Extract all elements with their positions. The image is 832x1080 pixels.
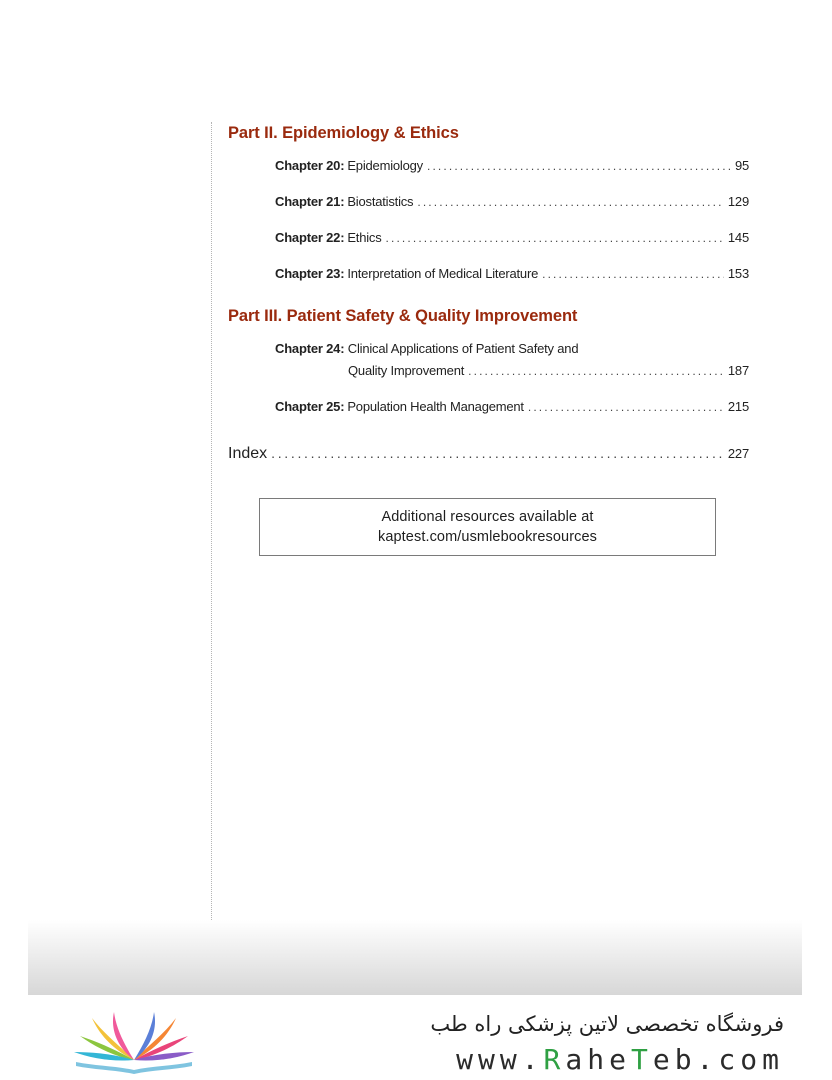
chapter-number: Chapter 21:	[275, 194, 345, 209]
page-number: 95	[734, 158, 749, 173]
chapter-number: Chapter 23:	[275, 266, 345, 281]
page-number: 187	[727, 363, 749, 378]
chapter-title: Epidemiology	[347, 158, 423, 173]
chapter-title: Population Health Management	[347, 399, 524, 414]
page-number: 227	[727, 446, 749, 461]
page-number: 215	[727, 399, 749, 414]
chapter-title: Ethics	[347, 230, 382, 245]
part-iii-title: Part III. Patient Safety & Quality Improvement	[228, 307, 578, 325]
footer-website[interactable]	[456, 1043, 784, 1076]
book-rainbow-logo-icon	[70, 1008, 198, 1076]
toc-entry-chapter-21[interactable]	[275, 194, 749, 209]
page-number: 145	[727, 230, 749, 245]
chapter-title-line2: Quality Improvement	[348, 363, 465, 378]
page-number: 153	[727, 266, 749, 281]
footer-store-name: فروشگاه تخصصی لاتین پزشکی راه طب	[430, 1012, 784, 1036]
toc-entry-chapter-24-line2[interactable]	[348, 363, 749, 378]
site-prefix: www.	[456, 1043, 544, 1076]
margin-dotted-line	[211, 122, 212, 994]
leader-dots	[542, 267, 724, 281]
resources-line1: Additional resources available at	[381, 509, 594, 525]
chapter-title: Biostatistics	[347, 194, 414, 209]
chapter-number: Chapter 22:	[275, 230, 345, 245]
site-mid: ahe	[565, 1043, 631, 1076]
leader-dots	[468, 364, 724, 378]
page-number: 129	[727, 194, 749, 209]
chapter-number: Chapter 20:	[275, 158, 345, 173]
leader-dots	[427, 159, 731, 173]
chapter-number: Chapter 25:	[275, 399, 345, 414]
part-ii-title: Part II. Epidemiology & Ethics	[228, 124, 459, 142]
chapter-title: Interpretation of Medical Literature	[347, 266, 539, 281]
leader-dots	[386, 231, 724, 245]
leader-dots	[271, 445, 724, 461]
toc-entry-chapter-22[interactable]	[275, 230, 749, 245]
additional-resources-box	[259, 498, 716, 556]
toc-entry-chapter-24-line1[interactable]	[275, 341, 578, 356]
resources-link[interactable]: kaptest.com/usmlebookresources	[378, 529, 597, 545]
toc-entry-chapter-20[interactable]	[275, 158, 749, 173]
site-suffix: eb.com	[652, 1043, 784, 1076]
toc-entry-chapter-23[interactable]	[275, 266, 749, 281]
leader-dots	[528, 400, 724, 414]
site-letter-t: T	[630, 1043, 653, 1076]
index-label: Index	[228, 445, 268, 462]
chapter-number: Chapter 24:	[275, 341, 345, 356]
site-letter-r: R	[543, 1043, 566, 1076]
toc-entry-chapter-25[interactable]	[275, 399, 749, 414]
leader-dots	[417, 195, 724, 209]
footer-shadow	[28, 920, 802, 995]
chapter-title-line1: Clinical Applications of Patient Safety and	[347, 341, 579, 356]
toc-entry-index[interactable]	[228, 445, 749, 463]
